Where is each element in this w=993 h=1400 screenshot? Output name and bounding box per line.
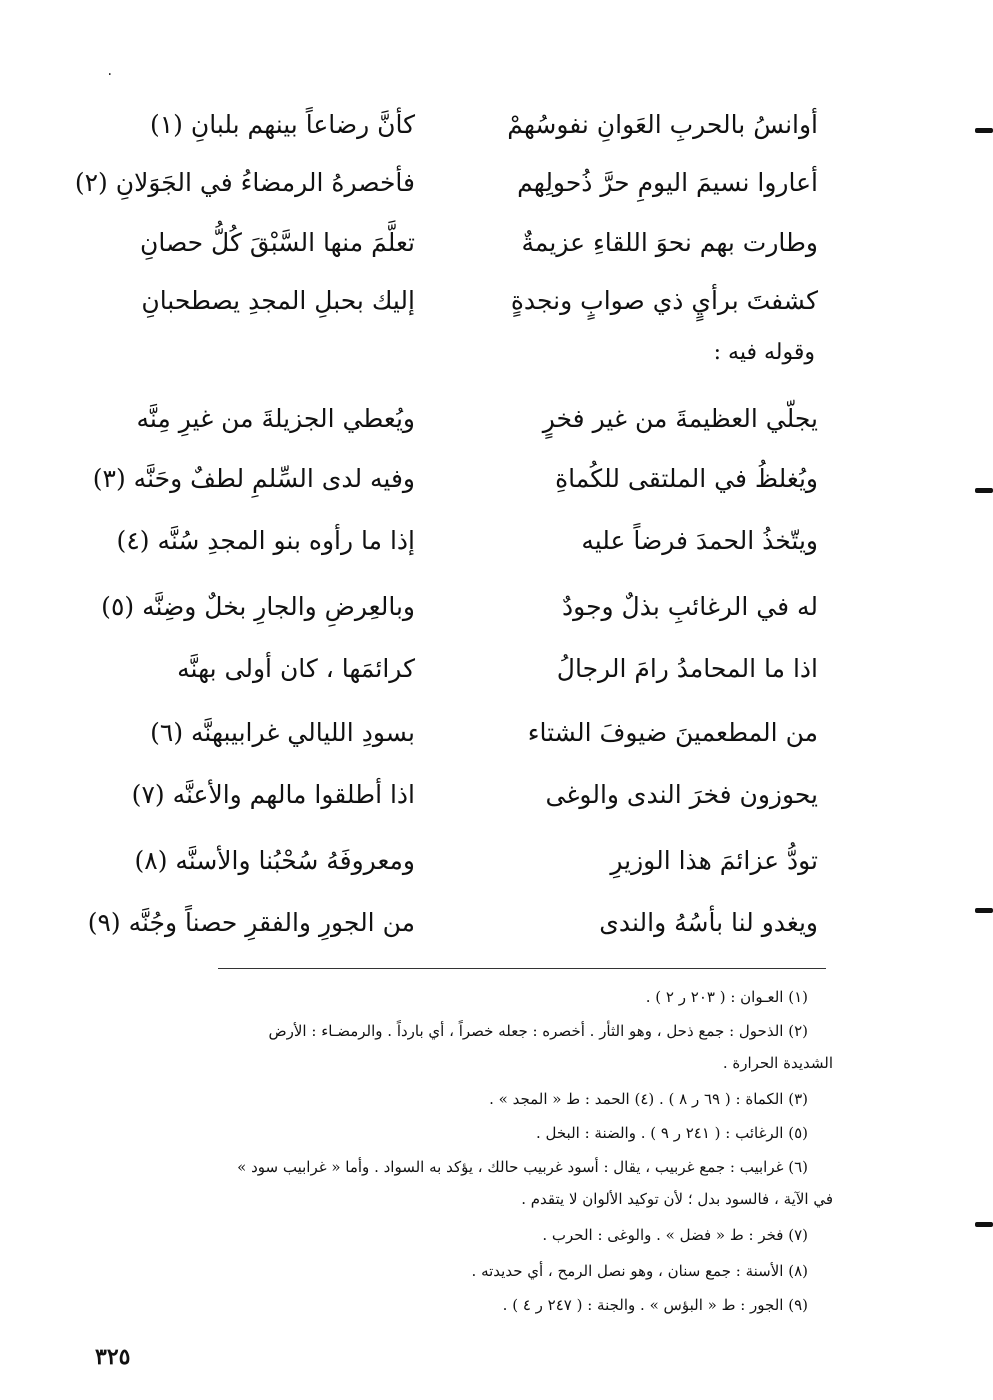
top-mark: ٠ [106, 66, 114, 82]
footnote-line: (٢) الذحول : جمع ذحل ، وهو الثأر . أخصره : جعله خصراً ، أي بارداً . والرمضـاء : الأرض [268, 1022, 808, 1040]
footnote-line: (٩) الجور : ط « البؤس » . والجنة : ( ٢٤٧ ر ٤ ) . [502, 1296, 808, 1314]
verse-first-hemistich: ويتّخذُ الحمدَ فرضاً عليه [581, 526, 818, 555]
verse-second-hemistich: كرائمَها ، كان أولى بهنَّه [177, 654, 415, 683]
verse-first-hemistich: ويُغلظُ في الملتقى للكُماةِ [555, 464, 818, 493]
verse-first-hemistich: اذا ما المحامدُ رامَ الرجالُ [556, 654, 818, 683]
verse-second-hemistich: وبالعِرضِ والجارِ بخلٌ وضِنَّه (٥) [101, 592, 415, 621]
footnote-line: (٣) الكماة : ( ٦٩ ر ٨ ) . (٤) الحمد : ط « المجد » . [489, 1090, 808, 1108]
verse-first-hemistich: ويغدو لنا بأسُهُ والندى [599, 908, 818, 937]
verse-second-hemistich: كأنَّ رضاعاً بينهم بلبانِ (١) [149, 110, 415, 139]
verse-second-hemistich: فأخصرهُ الرمضاءُ في الجَوَلانِ (٢) [74, 168, 415, 197]
footnote-separator [218, 968, 826, 969]
verse-second-hemistich: من الجورِ والفقرِ حصناً وجُنَّه (٩) [87, 908, 415, 937]
verse-first-hemistich: يحوزون فخرَ الندى والوغى [545, 780, 818, 809]
verse-first-hemistich: وطارت بهم نحوَ اللقاءِ عزيمةٌ [521, 228, 818, 257]
verse-first-hemistich: يجلّي العظيمةَ من غير فخرٍ [542, 404, 818, 433]
edge-mark [975, 488, 993, 493]
verse-first-hemistich: تودُّ عزائمَ هذا الوزيرِ [610, 846, 818, 875]
verse-second-hemistich: بسودِ الليالي غرابيبهنَّه (٦) [150, 718, 415, 747]
verse-second-hemistich: ويُعطي الجزيلةَ من غيرِ مِنَّه [136, 404, 415, 433]
verse-second-hemistich: إليك بحبلِ المجدِ يصطحبانِ [141, 286, 415, 315]
section-heading: وقوله فيه : [713, 340, 815, 365]
footnote-line: (٧) فخر : ط « فضل » . والوغى : الحرب . [542, 1226, 808, 1244]
verse-second-hemistich: إذا ما رأوه بنو المجدِ سُنَّه (٤) [116, 526, 415, 555]
page-number: ٣٢٥ [95, 1344, 131, 1370]
verse-second-hemistich: ومعروفَهُ سُحْبُنا والأسنَّه (٨) [134, 846, 415, 875]
verse-first-hemistich: أعاروا نسيمَ اليومِ حرَّ ذُحولِهم [517, 168, 818, 197]
verse-first-hemistich: له في الرغائبِ بذلٌ وجودٌ [562, 592, 818, 621]
edge-mark [975, 908, 993, 913]
verse-second-hemistich: وفيه لدى السِّلمِ لطفٌ وحَنَّه (٣) [92, 464, 415, 493]
footnote-line: في الآية ، فالسود بدل ؛ لأن توكيد الألوان لا يتقدم . [521, 1190, 833, 1208]
verse-first-hemistich: أوانسُ بالحربِ العَوانِ نفوسُهمْ [507, 110, 818, 139]
footnote-line: (١) العـوان : ( ٢٠٣ ر ٢ ) . [645, 988, 808, 1006]
edge-mark [975, 1222, 993, 1227]
footnote-line: الشديدة الحرارة . [722, 1054, 833, 1072]
footnote-line: (٨) الأسنة : جمع سنان ، وهو نصل الرمح ، أي حديدته . [471, 1262, 808, 1280]
verse-first-hemistich: كشفتَ برأيٍ ذي صوابٍ ونجدةٍ [510, 286, 818, 315]
verse-first-hemistich: من المطعمينَ ضيوفَ الشتاء [527, 718, 818, 747]
footnote-line: (٥) الرغائب : ( ٢٤١ ر ٩ ) . والضنة : البخل . [535, 1124, 808, 1142]
verse-second-hemistich: اذا أطلقوا مالهم والأعنَّه (٧) [131, 780, 415, 809]
verse-second-hemistich: تعلَّمَ منها السَّبْقَ كُلُّ حصانِ [140, 228, 415, 257]
edge-mark [975, 128, 993, 133]
footnote-line: (٦) غرابيب : جمع غربيب ، يقال : أسود غربيب حالك ، يؤكد به السواد . وأما « غرابيب سود » [237, 1158, 808, 1176]
